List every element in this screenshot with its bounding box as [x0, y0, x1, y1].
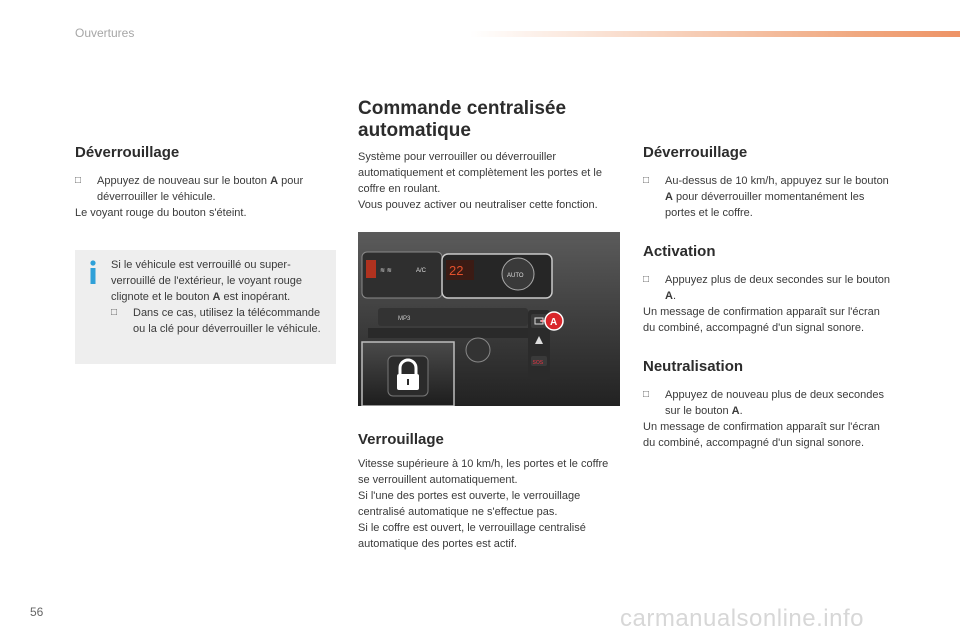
page-title	[358, 98, 620, 142]
middle-column	[358, 98, 620, 213]
lock-section	[358, 431, 620, 552]
temp-display: 22	[449, 263, 464, 278]
left-column	[75, 144, 340, 221]
lock-text-1: Vitesse supérieure à 10 km/h, les portes et le coffre se verrouillent automatiquement.	[358, 458, 609, 486]
step-text-end: pour déverrouiller le véhicule.	[97, 175, 304, 203]
header-rule	[470, 31, 960, 37]
right-column	[643, 144, 891, 451]
checkbox-bullet-icon: □	[643, 274, 650, 285]
dashboard-photo	[358, 232, 620, 406]
button-key: A	[665, 290, 673, 302]
button-key: A	[731, 405, 740, 417]
step-text: Appuyez plus de deux secondes sur le bouton	[665, 274, 891, 286]
step-text-end: .	[672, 290, 677, 302]
info-text: Si le véhicule est verrouillé ou super-verrouillé de l'extérieur, le voyant rouge clignote et le bouton	[111, 259, 303, 303]
unlock-heading-right: Déverrouillage	[643, 144, 748, 161]
watermark: carmanualsonline.info	[620, 605, 864, 632]
checkbox-bullet-icon: □	[643, 389, 650, 400]
checkbox-bullet-icon: □	[75, 175, 82, 186]
activation-step	[643, 272, 891, 304]
page-number: 56	[30, 605, 44, 619]
mp3-label: MP3	[398, 316, 411, 322]
unlock-auto-step	[643, 173, 891, 221]
info-icon	[87, 260, 99, 286]
lock-text-3: Si le coffre est ouvert, le verrouillage centralisé automatique des portes est actif.	[358, 522, 586, 550]
lock-heading: Verrouillage	[358, 431, 444, 448]
info-step-text: Dans ce cas, utilisez la télécommande ou la clé pour déverrouiller le véhicule.	[133, 307, 321, 335]
svg-text:≋ ≋: ≋ ≋	[380, 268, 392, 274]
checkbox-bullet-icon: □	[643, 175, 650, 186]
activation-note: Un message de confirmation apparaît sur l'écran du combiné, accompagné d'un signal sonore.	[643, 306, 880, 334]
unlock-note: Le voyant rouge du bouton s'éteint.	[75, 207, 247, 219]
info-step	[111, 305, 327, 337]
lock-text-2: Si l'une des portes est ouverte, le verrouillage centralisé automatique ne s'effectue pas.	[358, 490, 581, 518]
sos-label: SOS	[532, 360, 544, 366]
info-content	[111, 257, 327, 337]
button-key: A	[665, 191, 673, 203]
button-a-marker: A	[550, 317, 558, 328]
info-text-end: est inopérant.	[220, 291, 291, 303]
step-text-end: .	[739, 405, 743, 417]
unlock-heading-left: Déverrouillage	[75, 144, 180, 161]
neutral-step	[643, 387, 891, 419]
ac-label: A/C	[416, 268, 427, 274]
checkbox-bullet-icon: □	[111, 307, 118, 318]
step-text-end: pour déverrouiller momentanément les portes et le coffre.	[665, 191, 865, 219]
neutral-note: Un message de confirmation apparaît sur l'écran du combiné, accompagné d'un signal sonore.	[643, 421, 880, 449]
button-key: A	[270, 175, 279, 187]
neutral-heading: Neutralisation	[643, 358, 744, 375]
dashboard-illustration	[358, 232, 620, 406]
button-key: A	[212, 291, 221, 303]
section-title: Ouvertures	[75, 26, 135, 40]
unlock-step	[75, 173, 340, 205]
step-text: Appuyez de nouveau sur le bouton	[97, 175, 271, 187]
info-box	[75, 250, 336, 364]
intro-text-2: Vous pouvez activer ou neutraliser cette fonction.	[358, 199, 598, 211]
auto-label: AUTO	[507, 273, 524, 279]
title-line-1: Commande centralisée	[358, 98, 567, 119]
step-text: Appuyez de nouveau plus de deux secondes sur le bouton	[665, 389, 884, 417]
intro-text: Système pour verrouiller ou déverrouiller automatiquement et complètement les portes et le coffre en roulant.	[358, 151, 602, 195]
step-text: Au-dessus de 10 km/h, appuyez sur le bouton	[665, 175, 889, 187]
title-line-2: automatique	[358, 120, 471, 141]
activation-heading: Activation	[643, 243, 716, 260]
